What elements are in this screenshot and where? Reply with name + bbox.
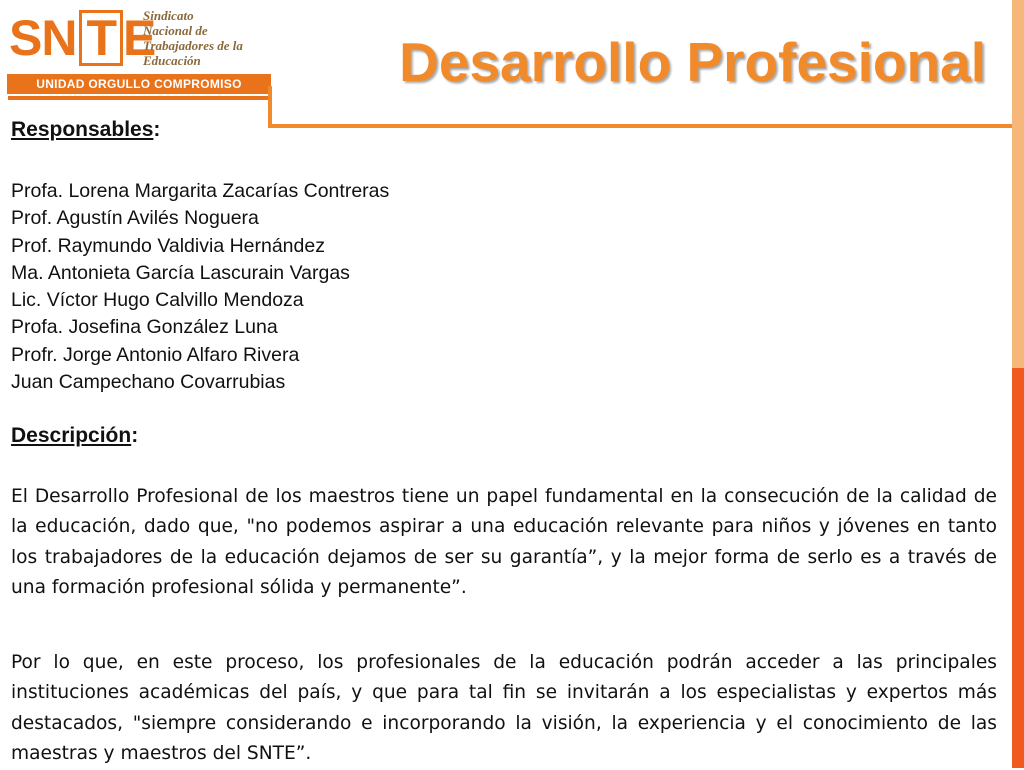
responsables-heading-colon: :: [153, 118, 161, 141]
header-divider-left: [8, 96, 268, 100]
responsable-item: Profr. Jorge Antonio Alfaro Rivera: [11, 343, 300, 366]
responsable-item: Profa. Josefina González Luna: [11, 316, 278, 339]
page-title: Desarrollo Profesional: [399, 31, 986, 93]
logo-org-name-line: Sindicato: [143, 8, 194, 23]
descripcion-paragraph-1: El Desarrollo Profesional de los maestros tiene un papel fundamental en la consecución de la calidad de la educación, dado que, "no podemos aspirar a una educación relevante para niños y jóvenes en tanto los trabajadores de la educación dejamos de ser su garantía”, y la mejor forma de serlo es a través de una formación profesional sólida y permanente”.: [11, 486, 997, 599]
header-divider-vertical: [268, 86, 272, 128]
responsables-heading: [11, 118, 160, 142]
right-edge-bar-dark: [1012, 368, 1024, 768]
logo-acronym-t-box: T: [79, 10, 123, 66]
responsables-list: [11, 178, 389, 396]
descripcion-paragraph-2: Por lo que, en este proceso, los profesionales de la educación podrán acceder a las principales instituciones académicas del país, y que para tal fin se invitarán a los especialistas y expertos más destacados, "siempre considerando e incorporando la visión, la experiencia y el conocimiento de las maestras y maestros del SNTE”.: [11, 652, 997, 765]
descripcion-heading: [11, 424, 138, 448]
header-divider-right: [268, 124, 1012, 128]
logo-motto-banner: UNIDAD ORGULLO COMPROMISO: [7, 74, 271, 94]
logo-acronym-sn: SN: [9, 10, 77, 66]
responsable-item: Ma. Antonieta García Lascurain Vargas: [11, 261, 350, 284]
logo-org-name-line: Trabajadores de la: [143, 38, 243, 53]
right-edge-bar-light: [1012, 0, 1024, 368]
responsable-item: Profa. Lorena Margarita Zacarías Contreras: [11, 180, 390, 202]
snte-logo: [5, 6, 271, 96]
logo-acronym: [9, 8, 155, 68]
responsable-item: Juan Campechano Covarrubias: [11, 371, 286, 394]
descripcion-heading-colon: :: [131, 424, 139, 447]
logo-org-name-line: Nacional de: [143, 23, 208, 38]
logo-acronym-e: E: [123, 10, 156, 66]
responsable-item: Prof. Agustín Avilés Noguera: [11, 207, 259, 230]
descripcion-heading-text: Descripción: [11, 424, 132, 447]
responsable-item: Prof. Raymundo Valdivia Hernández: [11, 234, 325, 257]
logo-org-name-line: Educación: [143, 53, 201, 68]
responsable-item: Lic. Víctor Hugo Calvillo Mendoza: [11, 289, 304, 312]
logo-org-name: [143, 8, 283, 68]
responsables-heading-text: Responsables: [11, 118, 154, 141]
